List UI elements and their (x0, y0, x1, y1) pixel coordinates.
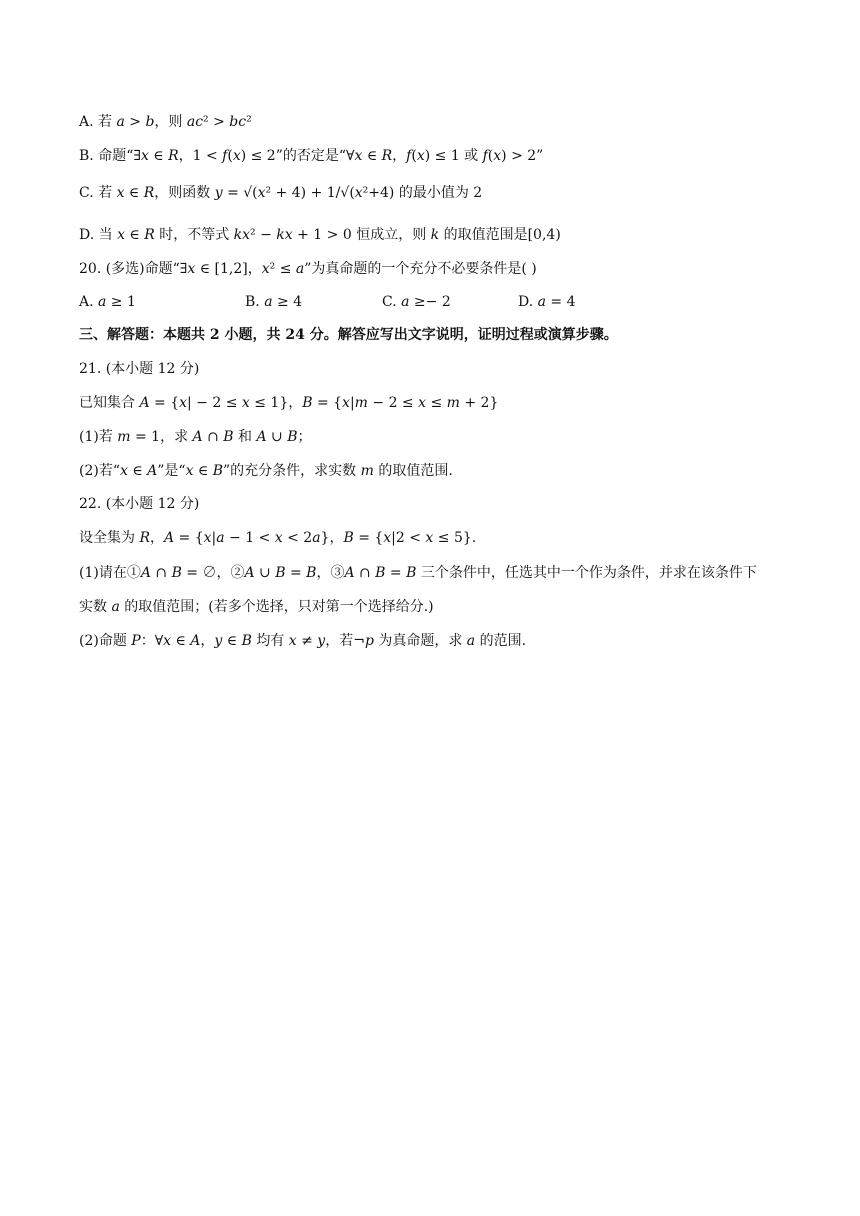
q19-option-d: D. 当 𝑥 ∈ 𝑅 时，不等式 𝑘𝑥² − 𝑘𝑥 + 1 > 0 恒成立，则 𝑘 的取值范围是[0,4) (79, 227, 561, 243)
q21-part1: (1)若 𝑚 = 1，求 𝐴 ∩ 𝐵 和 𝐴 ∪ 𝐵； (79, 429, 312, 445)
q20-option-b: B. 𝑎 ≥ 4 (245, 294, 303, 310)
q20-option-c: C. 𝑎 ≥− 2 (382, 294, 451, 310)
q22-part1-line1: (1)请在①𝐴 ∩ 𝐵 = ∅，②𝐴 ∪ 𝐵 = 𝐵，③𝐴 ∩ 𝐵 = 𝐵 三个条件中，任选其中一个作为条件，并求在该条件下 (79, 565, 757, 581)
q22-part1-line2: 实数 𝑎 的取值范围；(若多个选择，只对第一个选择给分.) (79, 599, 434, 615)
q22-header: 22. (本小题 12 分) (79, 496, 200, 512)
q22-given: 设全集为 𝑅，𝐴 = {𝑥|𝑎 − 1 < 𝑥 < 2𝑎}，𝐵 = {𝑥|2 < 𝑥 ≤ 5}. (79, 530, 477, 546)
section-heading: 三、解答题：本题共 2 小题，共 24 分。解答应写出文字说明，证明过程或演算步骤。 (79, 327, 618, 343)
q19-option-c: C. 若 𝑥 ∈ 𝑅，则函数 𝑦 = √(𝑥² + 4) + 1/√(𝑥²+4) 的最小值为 2 (79, 185, 483, 201)
q19-option-a: A. 若 𝑎 > 𝑏，则 𝑎𝑐² > 𝑏𝑐² (79, 114, 252, 130)
q20-options-row (0, 292, 860, 312)
q21-part2: (2)若“𝑥 ∈ 𝐴”是“𝑥 ∈ 𝐵”的充分条件，求实数 𝑚 的取值范围. (79, 463, 453, 479)
q20-option-d: D. 𝑎 = 4 (518, 294, 576, 310)
q19-option-b: B. 命题“∃𝑥 ∈ 𝑅，1 < 𝑓(𝑥) ≤ 2”的否定是“∀𝑥 ∈ 𝑅，𝑓(𝑥) ≤ 1 或 𝑓(𝑥) > 2” (79, 148, 544, 164)
q20-stem: 20. (多选)命题“∃𝑥 ∈ [1,2]，𝑥² ≤ 𝑎”为真命题的一个充分不必要条件是( ) (79, 261, 537, 277)
q20-option-a: A. 𝑎 ≥ 1 (79, 294, 136, 310)
q21-header: 21. (本小题 12 分) (79, 361, 200, 377)
q21-given: 已知集合 𝐴 = {𝑥| − 2 ≤ 𝑥 ≤ 1}，𝐵 = {𝑥|𝑚 − 2 ≤ 𝑥 ≤ 𝑚 + 2} (79, 395, 499, 411)
q22-part2: (2)命题 𝑃：∀𝑥 ∈ 𝐴，𝑦 ∈ 𝐵 均有 𝑥 ≠ 𝑦，若¬𝑝 为真命题，求 𝑎 的范围. (79, 633, 527, 649)
